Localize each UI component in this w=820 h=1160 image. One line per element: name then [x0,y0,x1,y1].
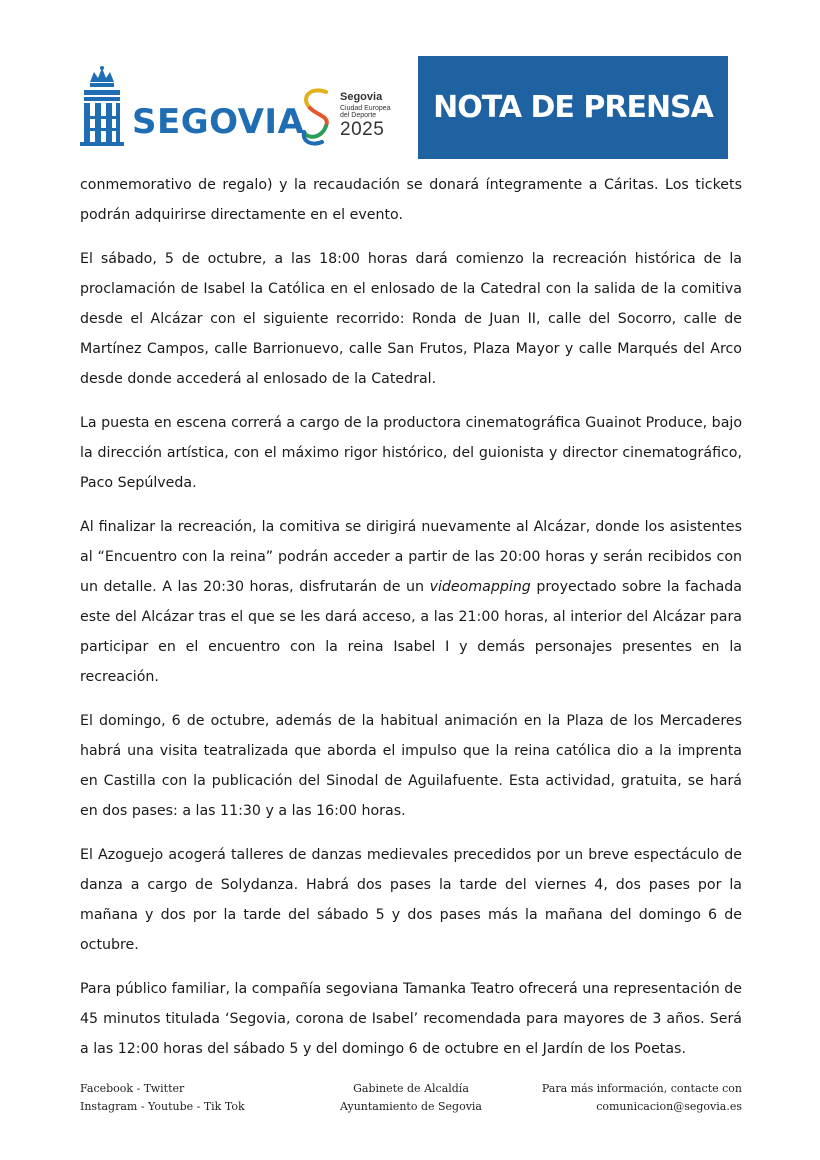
segovia-logo-text: SEGOVIA [132,102,305,142]
segovia-city-logo [80,66,304,146]
paragraph-5: El domingo, 6 de octubre, además de la habitual animación en la Plaza de los Mercaderes habrá una visita teatralizada que aborda el impulso que la reina católica dio a la imprenta en Castilla con la publicación del Sinodal de Aguilafuente. Esta actividad, gratuita, se hará en dos pases: a las 11:30 y a las 16:00 horas. [80,713,742,819]
footer-office-line1: Gabinete de Alcaldía [353,1082,469,1095]
paragraph-6: El Azoguejo acogerá talleres de danzas medievales precedidos por un breve espectáculo de danza a cargo de Solydanza. Habrá dos pases la tarde del viernes 4, dos pases por la mañana y dos por la tarde del sábado 5 y dos pases más la mañana del domingo 6 de octubre. [80,847,742,953]
paragraph-4-start: Al finalizar la recreación, la comitiva se dirigirá nuevamente al Alcázar, donde los asistentes al “Encuentro con la reina” podrán acceder a partir de las 20:00 horas y serán recibidos con un detalle. A las 20:30 horas, disfrutarán de un [80,519,742,595]
videomapping-term: videomapping [429,579,531,595]
capital-year: 2025 [340,119,385,140]
capital-line2: Ciudad Europea [340,105,391,112]
segovia-2025-swirl-icon [296,86,338,148]
paragraph-7: Para público familiar, la compañía segoviana Tamanka Teatro ofrecerá una representación de 45 minutos titulada ‘Segovia, corona de Isabel’ recomendada para mayores de 3 años. Será a las 12:00 horas del sábado 5 y del domingo 6 de octubre en el Jardín de los Poetas. [80,981,742,1057]
capital-line1: Segovia [340,91,383,103]
capital-line3: del Deporte [340,112,377,119]
paragraph-3: La puesta en escena correrá a cargo de la productora cinematográfica Guainot Produce, bajo la dirección artística, con el máximo rigor histórico, del guionista y director cinematográfico, Paco Sepúlveda. [80,415,743,491]
footer-office-line2: Ayuntamiento de Segovia [340,1100,482,1113]
aqueduct-crown-icon [80,66,124,146]
footer-social-line2: Instagram - Youtube - Tik Tok [80,1100,245,1113]
capital-sport-logo [340,92,420,139]
article-body [80,170,742,1078]
page-header [0,0,820,165]
page-footer [80,1080,742,1120]
paragraph-1: conmemorativo de regalo) y la recaudación se donará íntegramente a Cáritas. Los tickets podrán adquirirse directamente en el evento. [80,177,742,223]
press-release-banner: NOTA DE PRENSA [418,56,728,159]
footer-contact-email[interactable]: comunicacion@segovia.es [596,1100,742,1113]
footer-social-line1: Facebook - Twitter [80,1082,185,1095]
footer-contact-line1: Para más información, contacte con [541,1082,742,1095]
footer-contact [542,1080,742,1116]
paragraph-4 [80,512,742,692]
paragraph-2: El sábado, 5 de octubre, a las 18:00 horas dará comienzo la recreación histórica de la proclamación de Isabel la Católica en el enlosado de la Catedral con la salida de la comitiva desde el Alcázar con el siguiente recorrido: Ronda de Juan II, calle del Socorro, calle de Martínez Campos, calle Barrionuevo, calle San Frutos, Plaza Mayor y calle Marqués del Arco desde donde accederá al enlosado de la Catedral. [80,251,742,387]
paragraph-4-end: proyectado sobre la fachada este del Alcázar tras el que se les dará acceso, a las 21:00 horas, al interior del Alcázar para participar en el encuentro con la reina Isabel I y demás personajes presentes en la recreación. [80,579,742,685]
